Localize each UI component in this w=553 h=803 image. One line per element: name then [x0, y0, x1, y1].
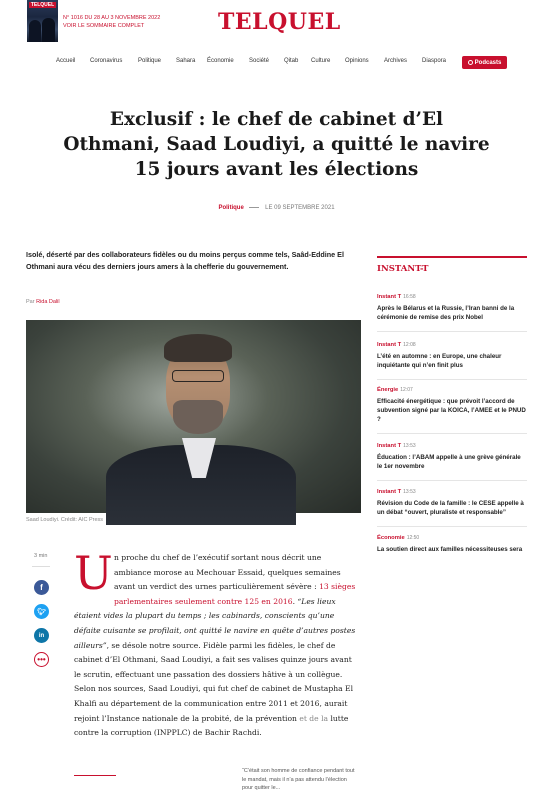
news-headline: Éducation : l’ABAM appelle à une grève générale le 1er novembre	[377, 454, 521, 470]
article-photo	[26, 320, 361, 513]
news-time: 12:50	[406, 535, 420, 541]
photo-figure-hair	[164, 334, 232, 362]
cover-figure	[42, 18, 55, 42]
article-author	[26, 299, 60, 305]
issue-info[interactable]	[63, 14, 160, 30]
site-logo[interactable]: TELQUEL	[218, 9, 341, 35]
magazine-cover-thumbnail[interactable]	[27, 0, 58, 42]
section-divider	[74, 775, 116, 776]
summary-link[interactable]: VOIR LE SOMMAIRE COMPLET	[63, 23, 145, 29]
nav-item-opinions[interactable]: Opinions	[345, 58, 369, 64]
issue-number: N° 1016 DU 28 AU 3 NOVEMBRE 2022	[63, 15, 161, 21]
sidebar-news-item[interactable]	[377, 434, 527, 481]
article-title: Exclusif : le chef de cabinet d’El Othmani, Saad Loudiyi, a quitté le navire 15 jours avant les élections	[63, 109, 490, 180]
sidebar-rule	[377, 256, 527, 258]
share-divider	[32, 566, 50, 567]
top-header	[0, 0, 553, 46]
news-headline: La soutien direct aux familles nécessiteuses sera	[377, 546, 523, 553]
sidebar-news-item[interactable]	[377, 285, 527, 332]
body-paragraph: lutte contre la corruption (INPPLC) de Bachir Rachdi.	[74, 713, 349, 738]
twitter-share-button[interactable]	[34, 604, 49, 619]
article-date: LE 09 SEPTEMBRE 2021	[265, 205, 335, 211]
author-prefix: Par	[26, 299, 35, 305]
author-link[interactable]: Rida Dalil	[36, 299, 60, 305]
news-tag: Instant T	[377, 342, 402, 348]
news-headline: L’été en automne : en Europe, une chaleur inquiétante qui n’en finit plus	[377, 353, 502, 369]
news-separator	[377, 331, 527, 332]
news-time: 13:53	[403, 489, 416, 495]
body-paragraph: n proche du chef de l’exécutif sortant nous décrit une ambiance morose au Mechouar Essaid, quelques semaines avant un verdict des urnes particulièrement sévère :	[114, 553, 341, 592]
article-meta	[0, 205, 553, 211]
linkedin-icon: in	[38, 632, 45, 639]
nav-item-coronavirus[interactable]: Coronavirus	[90, 58, 123, 64]
podcasts-button[interactable]	[462, 56, 507, 69]
nav-item-archives[interactable]: Archives	[384, 58, 408, 64]
news-tag: Économie	[377, 535, 405, 541]
facebook-icon: f	[40, 583, 43, 592]
sidebar-news-item[interactable]	[377, 378, 527, 434]
drop-cap-space	[74, 546, 114, 600]
podcasts-label: Podcasts	[474, 59, 502, 66]
nav-item-economie[interactable]: Économie	[207, 58, 234, 64]
body-paragraph: , se désole notre source. Fidèle parmi les fidèles, le chef de cabinet d’El Othmani, Saad Loudiyi, a fait ses valises quinze jours avant le scrutin, effectuant une passation des dossiers hâtive à un collègue. Selon nos sources, Saad Loudiyi, qui fut chef de cabinet de Mustapha El Khalfi au département de la communication entre 2011 et 2016, aurait rejoint l’Instance nationale de la probité, de la prévention	[74, 640, 353, 723]
nav-item-accueil[interactable]: Accueil	[56, 58, 76, 64]
sidebar-news-item[interactable]	[377, 333, 527, 380]
article-body	[74, 546, 356, 741]
more-icon: •••	[37, 655, 46, 664]
nav-item-politique[interactable]: Politique	[138, 58, 162, 64]
quote-excerpt: “C’était son homme de confiance pendant tout le mandat, mais il n’a pas attendu l’élection pour quitter le...	[242, 768, 355, 791]
article-lead: Isolé, déserté par des collaborateurs fidèles ou du moins perçus comme tels, Saâd-Eddine El Othmani aura vécu des derniers jours amers à la chefferie du gouvernement.	[26, 250, 344, 271]
news-time: 13:53	[403, 443, 416, 449]
microphone-icon	[468, 60, 473, 65]
body-quote: “Les lieux étaient vides la plupart du temps ; les cabinards, conscients qu’une défaite cuisante se profilait, ont quitté le navire en quête d’autres postes ailleurs”	[74, 596, 356, 650]
body-paragraph: .	[292, 596, 298, 606]
news-tag: Instant T	[377, 489, 402, 495]
news-tag: Énergie	[377, 387, 399, 393]
main-nav	[0, 56, 553, 70]
nav-item-culture[interactable]: Culture	[311, 58, 331, 64]
drop-cap: U	[74, 546, 113, 600]
article-category[interactable]: Politique	[218, 205, 244, 211]
body-paragraph: et de la	[299, 713, 329, 723]
photo-caption: Saad Loudiyi. Crédit: AIC Press	[26, 517, 104, 523]
news-headline: Révision du Code de la famille : le CESE appelle à un débat “ouvert, pluraliste et responsable”	[377, 500, 524, 516]
sidebar-news-item[interactable]	[377, 480, 527, 527]
news-headline: Après le Bélarus et la Russie, l’Iran banni de la cérémonie de remise des prix Nobel	[377, 305, 515, 321]
news-time: 12:08	[403, 342, 416, 348]
sidebar-news-item[interactable]	[377, 526, 527, 553]
read-time: 3 min	[34, 553, 48, 559]
photo-figure-glasses	[172, 370, 224, 382]
photo-figure-beard	[173, 400, 223, 434]
magazine-cover-title: TELQUEL	[30, 2, 55, 8]
nav-item-qitab[interactable]: Qitab	[284, 58, 299, 64]
news-tag: Instant T	[377, 294, 402, 300]
nav-item-sahara[interactable]: Sahara	[176, 58, 196, 64]
news-headline: Efficacité énergétique : que prévoit l’accord de subvention signé par la KOICA, l’AMEE et le PNUD ?	[377, 398, 526, 423]
news-tag: Instant T	[377, 443, 402, 449]
twitter-icon: 🐦︎	[37, 608, 46, 616]
cover-figure	[29, 20, 41, 42]
nav-item-societe[interactable]: Société	[249, 58, 270, 64]
meta-divider	[249, 207, 259, 208]
sidebar-title: INSTANT-T	[377, 264, 429, 274]
body-inline-link[interactable]: 13 sièges parlementaires seulement contre 125 en 2016	[114, 582, 356, 606]
news-time: 12:07	[400, 387, 413, 393]
linkedin-share-button[interactable]	[34, 628, 49, 643]
nav-item-diaspora[interactable]: Diaspora	[422, 58, 447, 64]
more-share-button[interactable]	[34, 652, 49, 667]
news-time: 16:58	[403, 294, 416, 300]
facebook-share-button[interactable]	[34, 580, 49, 595]
